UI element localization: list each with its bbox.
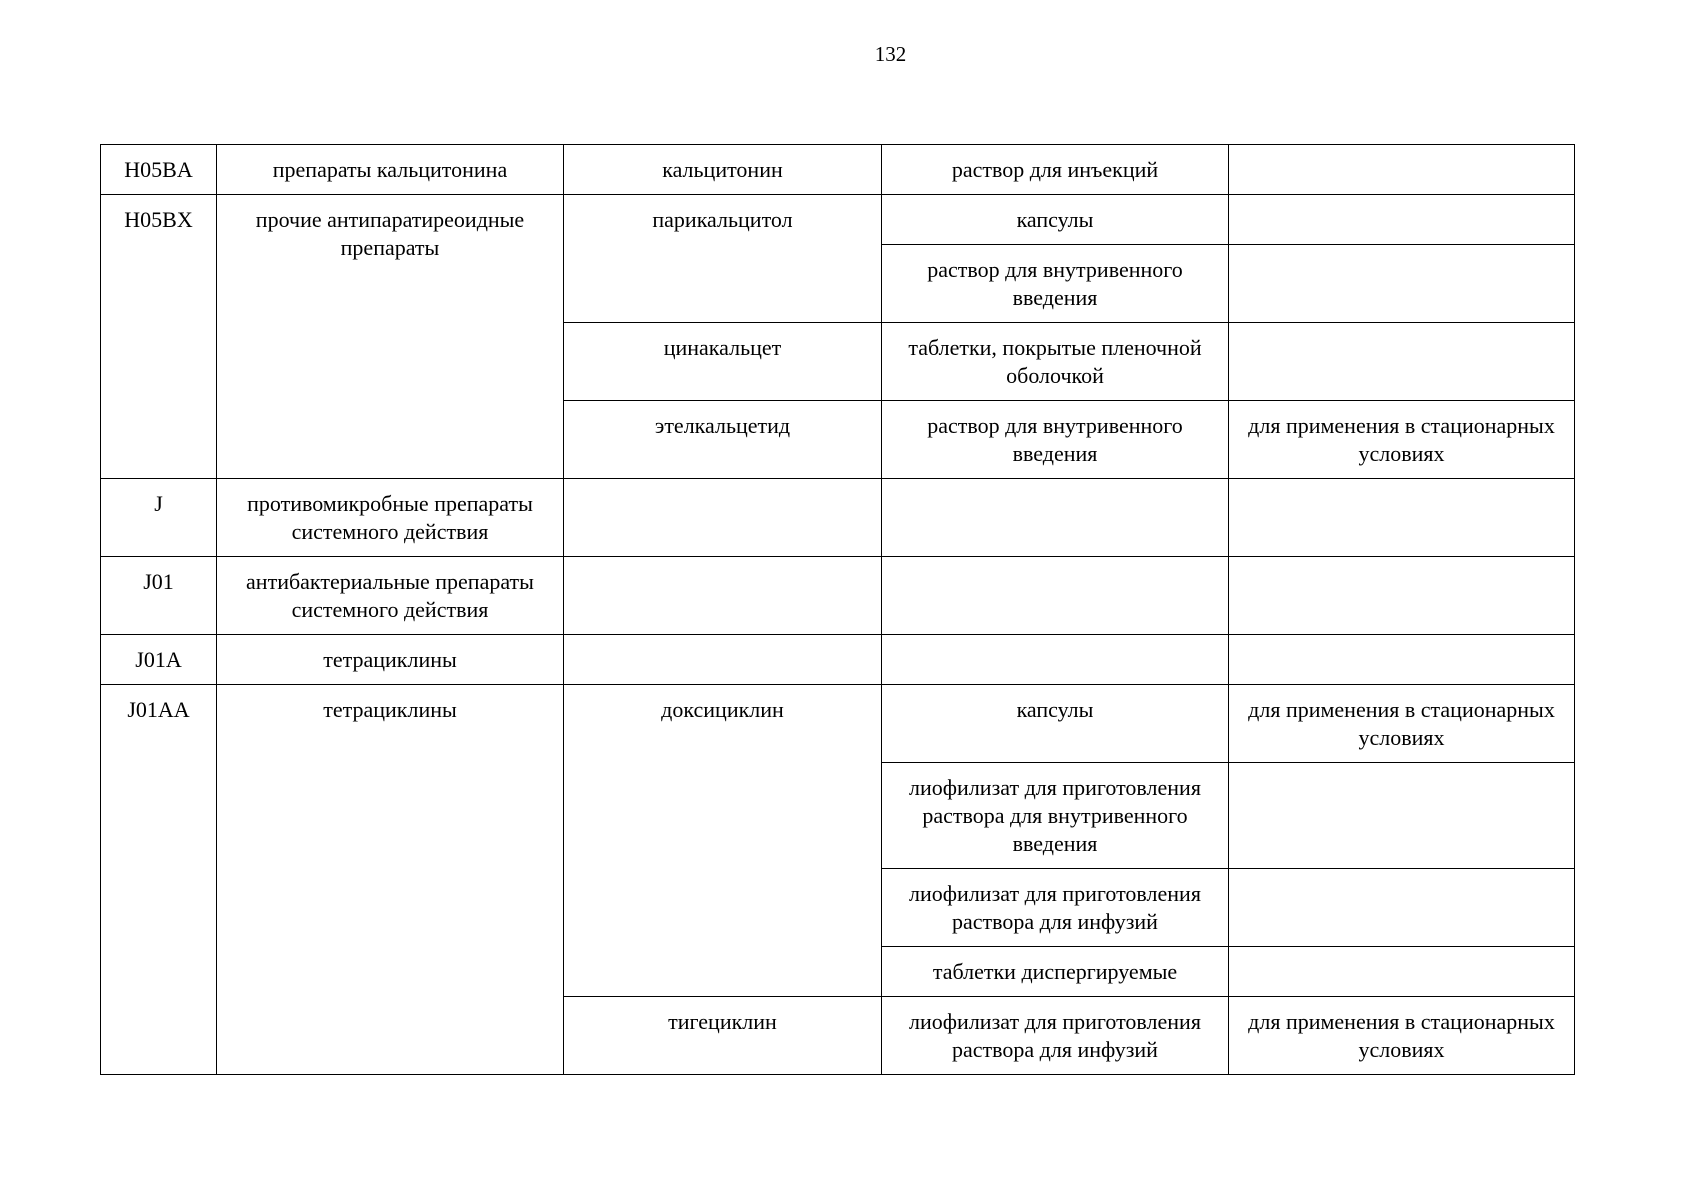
note-cell: для применения в стационарных условиях [1229,685,1575,763]
dosage-form-cell: раствор для внутривенного введения [882,401,1229,479]
drug-name-cell: кальцитонин [564,145,882,195]
drug-name-cell: тигециклин [564,997,882,1075]
note-cell [1229,947,1575,997]
dosage-form-cell [882,635,1229,685]
table-row [101,685,1575,763]
drug-name-cell [564,635,882,685]
atc-group-cell: прочие антипаратиреоидные препараты [217,195,564,479]
drug-name-cell: парикальцитол [564,195,882,323]
note-cell [1229,323,1575,401]
dosage-form-cell: капсулы [882,195,1229,245]
atc-code-cell: H05BA [101,145,217,195]
atc-code-cell: H05BX [101,195,217,479]
dosage-form-cell: капсулы [882,685,1229,763]
note-cell [1229,195,1575,245]
dosage-form-cell [882,557,1229,635]
dosage-form-cell: раствор для инъекций [882,145,1229,195]
dosage-form-cell: лиофилизат для приготовления раствора для инфузий [882,869,1229,947]
note-cell: для применения в стационарных условиях [1229,997,1575,1075]
atc-group-cell: тетрациклины [217,685,564,1075]
atc-code-cell: J [101,479,217,557]
atc-group-cell: противомикробные препараты системного действия [217,479,564,557]
dosage-form-cell: раствор для внутривенного введения [882,245,1229,323]
atc-group-cell: препараты кальцитонина [217,145,564,195]
atc-group-cell: антибактериальные препараты системного действия [217,557,564,635]
atc-group-cell: тетрациклины [217,635,564,685]
note-cell [1229,557,1575,635]
table-row [101,557,1575,635]
note-cell [1229,763,1575,869]
dosage-form-cell: таблетки, покрытые пленочной оболочкой [882,323,1229,401]
dosage-form-cell [882,479,1229,557]
table-row [101,145,1575,195]
atc-code-cell: J01 [101,557,217,635]
drug-name-cell: этелкальцетид [564,401,882,479]
atc-code-cell: J01AA [101,685,217,1075]
note-cell [1229,245,1575,323]
note-cell [1229,635,1575,685]
drug-name-cell [564,479,882,557]
table-row [101,635,1575,685]
dosage-form-cell: лиофилизат для приготовления раствора для внутривенного введения [882,763,1229,869]
dosage-form-cell: лиофилизат для приготовления раствора для инфузий [882,997,1229,1075]
atc-code-cell: J01A [101,635,217,685]
note-cell: для применения в стационарных условиях [1229,401,1575,479]
table-row [101,195,1575,245]
note-cell [1229,869,1575,947]
medication-table [100,144,1575,1075]
page-number: 132 [874,42,907,66]
note-cell [1229,479,1575,557]
dosage-form-cell: таблетки диспергируемые [882,947,1229,997]
note-cell [1229,145,1575,195]
table-row [101,479,1575,557]
drug-name-cell: цинакальцет [564,323,882,401]
drug-name-cell: доксициклин [564,685,882,997]
drug-name-cell [564,557,882,635]
